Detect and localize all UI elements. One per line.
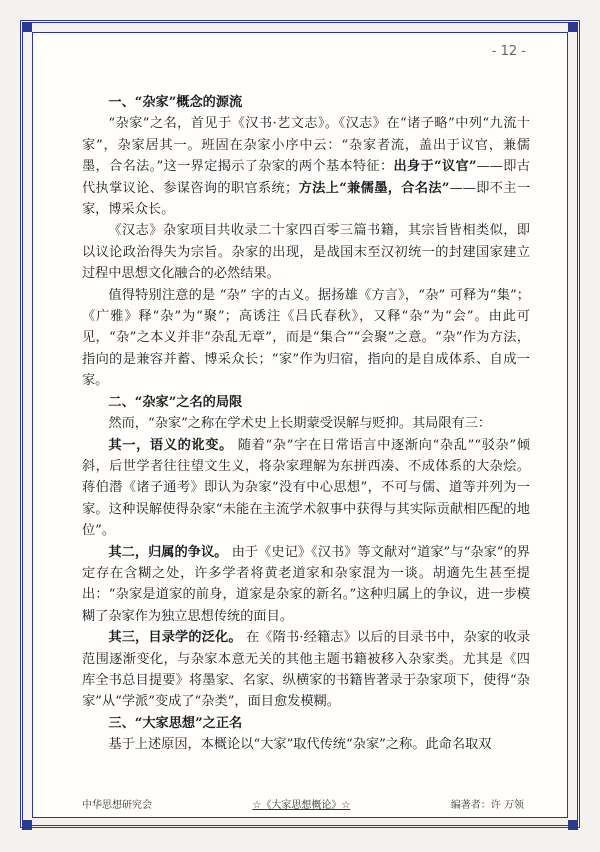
corner-ornament-tl [22,22,32,32]
section-heading: 一、“杂家”概念的源流 [108,95,243,110]
corner-ornament-bl [22,820,32,830]
paragraph [82,627,530,713]
section-heading: 三、“大家思想”之正名 [108,715,243,731]
bold-text: 其三，目录学的泛化。 [108,630,242,646]
footer-author: 编著者：许 万领 [450,800,524,811]
text-run: 值得特别注意的是 “杂” 字的古义。据扬雄《方言》，“杂” 可释为“集”；《广雅》释“杂”为“聚”；高诱注《吕氏春秋》，又释“杂”为“会”。由此可见，“杂”之本义并非“杂乱无章”，而是“集合”“会聚”之意。“杂”作为方法，指向的是兼容并蓄、博采众长；“家”作为归宿，指向的是自成体系、自成一家。 [82,287,530,389]
paragraph [82,542,530,628]
corner-ornament-br [568,820,578,830]
text-run: ——即古代执掌议论、参谋咨询的职官系统； [82,159,531,196]
footer-book-title: ☆《大家思想概论》☆ [252,800,351,811]
text-run: ——即不主一家，博采众长。 [82,180,531,218]
page-footer [82,796,524,811]
section-heading: 二、“杂家”之名的局限 [108,394,243,410]
bold-text: 其二，归属的争议。 [108,544,228,560]
paragraph [82,435,530,542]
text-run: 随着“杂”字在日常语言中逐渐向“杂乱”“驳杂”倾斜，后世学者往往望文生义，将杂家理解为东拼西凑、不成体系的大杂烩。蒋伯潜《诸子通考》即认为杂家“没有中心思想”，不可与儒、道等并列为一家。这种误解使得杂家“未能在主流学术叙事中获得与其实际贡献相匹配的地位”。 [82,437,530,539]
paragraph [82,734,530,755]
bold-text: 方法上“兼儒墨，合名法” [298,180,450,196]
corner-ornament-tr [568,22,578,32]
text-run: 由于《史记》《汉书》等文献对“道家”与“杂家”的界定存在含糊之处，许多学者将黄老道家和杂家混为一谈。胡適先生甚至提出：“杂家是道家的前身，道家是杂家的新名。”这种归属上的争议，进一步模糊了杂家作为独立思想传统的面目。 [82,544,531,624]
paragraph [82,220,530,284]
page-number: - 12 - [491,44,526,59]
text-run: 在《隋书·经籍志》以后的目录书中，杂家的收录范围逐渐变化，与杂家本意无关的其他主题书籍被移入杂家类。尤其是《四库全书总目提要》将墨家、名家、纵横家的书籍皆著录于杂家项下，使得“杂家”从“学派”变成了“杂类”，面目愈发模糊。 [82,630,531,710]
bold-text: 其一，语义的讹变。 [108,437,233,453]
paragraph [82,285,530,392]
text-run: 《汉志》杂家项目共收录二十家四百零三篇书籍，其宗旨皆相类似，即以议论政治得失为宗旨。杂家的出现，是战国末至汉初统一的封建国家建立过程中思想文化融合的必然结果。 [82,223,530,282]
footer-organization: 中华思想研究会 [82,800,152,811]
text-run: 基于上述原因，本概论以“大家”取代传统“杂家”之称。此命名取双 [108,737,492,753]
paragraph [82,413,530,434]
bold-text: 出身于“议官” [393,159,477,175]
text-run: 然而，“杂家”之称在学术史上长期蒙受误解与贬抑。其局限有三： [108,416,492,432]
document-body [82,92,530,756]
text-run: “杂家”之名，首见于《汉书·艺文志》。《汉志》在“诸子略”中列“九流十家”，杂家居其一。班固在杂家小序中云：“杂家者流，盖出于议官，兼儒墨，合名法。”这一界定揭示了杂家的两个基本特征： [82,116,530,175]
paragraph [82,113,530,220]
